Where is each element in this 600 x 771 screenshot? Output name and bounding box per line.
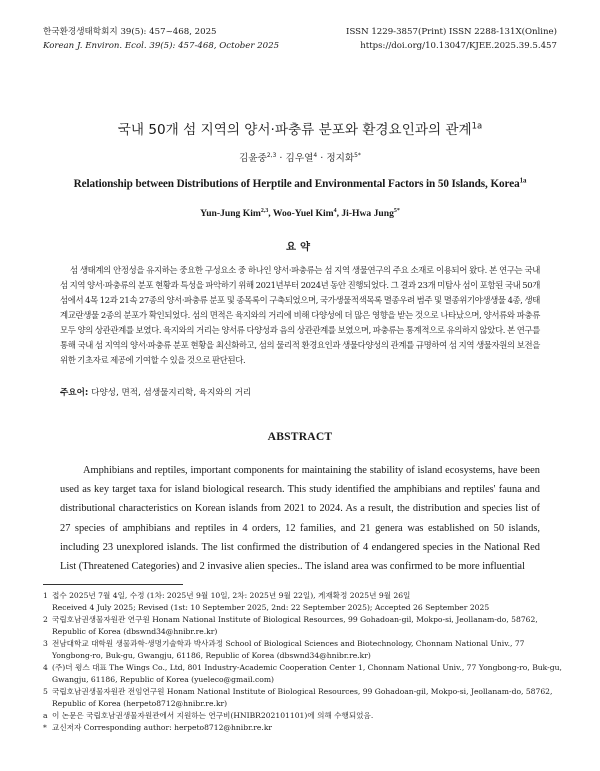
footnote-text: Received 4 July 2025; Revised (1st: 10 September 2025, 2nd: 22 September 2025); Accepted 26 September 2025 xyxy=(52,603,490,612)
english-title xyxy=(0,178,600,190)
author-separator: · xyxy=(279,153,283,164)
journal-citation-en: Korean J. Environ. Ecol. 39(5): 457-468, October 2025 xyxy=(43,41,280,51)
author-ko-3-affil: 5* xyxy=(354,151,361,159)
english-title-mark: 1a xyxy=(519,176,527,185)
korean-abstract-body: 섬 생태계의 안정성을 유지하는 중요한 구성요소 중 하나인 양서·파충류는 섬 지역 생물연구의 주요 소재로 이용되어 왔다. 본 연구는 국내 섬 지역 양서·파충류의 분포 현황과 특성을 파악하기 위해 2021년부터 2024년 동안 진행되었다. 그 결과 23개 미탐사 섬이 포함된 국내 50개 섬에서 4목 12과 21속 27종의 양서·파충류 분포 및 종목록이 구축되었으며, 국가생물적색목록 멸종우려 범주 및 멸종위기야생생물 4종, 생태계교란생물 2종의 분포가 확인되었다. 섬의 면적은 육지와의 거리에 비해 다양성에 더 많은 영향을 받는 것으로 나타났으며, 양서류와 파충류 모두 양의 상관관계를 보였다. 육지와의 거리는 양서류 다양성과 음의 상관관계를 보였으며, 파충류는 통계적으로 유의하지 않았다. 본 연구를 통해 국내 섬 지역의 양서·파충류 분포 현황을 최신화하고, 섬의 물리적 환경요인과 생물다양성의 관계를 규명하여 섬 지역 생물자원의 보전을 위한 기초자료 제공에 기여할 수 있을 것으로 판단된다. xyxy=(60,265,540,365)
footnote-text: 이 논문은 국립호남권생물자원관에서 지원하는 연구비(HNIBR202101101)에 의해 수행되었음. xyxy=(52,711,374,720)
english-abstract-heading: ABSTRACT xyxy=(267,430,333,443)
footnote-funding xyxy=(43,710,563,722)
issn-line: ISSN 1229-3857(Print) ISSN 2288-131X(Online) xyxy=(346,27,557,37)
journal-citation-ko: 한국환경생태학회지 39(5): 457~468, 2025 xyxy=(43,27,217,37)
korean-title-mark: 1a xyxy=(471,120,483,131)
footnote-mark: * xyxy=(43,723,47,732)
author-en-3-affil: 5* xyxy=(393,207,400,214)
korean-title xyxy=(0,118,600,138)
journal-citation xyxy=(43,25,279,53)
korean-keywords xyxy=(60,386,540,398)
footnote-mark: 5 xyxy=(43,687,48,696)
english-author-list: Yun-Jung Kim$^{2,3}$, Woo-Yuel Kim$^4$, Ji-Hwa Jung$^{5*}$ xyxy=(200,207,400,219)
footnote-mark: 2 xyxy=(43,615,48,624)
footnote-affiliation-4 xyxy=(43,662,563,686)
footnote-mark: 4 xyxy=(43,663,48,672)
footnote-mark: 1 xyxy=(43,591,48,600)
footnote-text: 접수 2025년 7월 4일, 수정 (1차: 2025년 9월 10일, 2차: 2025년 9월 22일), 게재확정 2025년 9월 26일 xyxy=(52,591,411,600)
footnote-rule xyxy=(43,584,183,585)
footnote-text: 전남대학교 대학원 생물과학·생명기술학과 박사과정 School of Biological Sciences and Biotechnology, Chonnam National Univ., 77 Yongbong-ro, Buk-gu, Gwangju, 61186, Republic of Korea (dbswnd34@hnibr.re.kr) xyxy=(52,639,525,660)
author-ko-2-affil: 4 xyxy=(313,151,318,159)
english-title-text: Relationship between Distributions of Herptile and Environmental Factors in 50 Islands, Korea xyxy=(73,178,520,190)
author-ko-2: 김우열 xyxy=(285,153,314,164)
footnote-mark xyxy=(43,602,52,614)
footnote-text: 국립호남권생물자원관 전임연구원 Honam National Institute of Biological Resources, 99 Gohadoan-gil, Mokpo-si, Jeollanam-do, 58762, Republic of Korea (herpeto8712@hnibr.re.kr) xyxy=(52,687,553,708)
author-ko-3: 정지화 xyxy=(326,153,355,164)
author-ko-1-affil: 2,3 xyxy=(266,151,277,159)
footnote-mark: a xyxy=(43,711,48,720)
footnote-text: 교신저자 Corresponding author: herpeto8712@hnibr.re.kr xyxy=(52,723,273,732)
footnote-text: 국립호남권생물자원관 연구원 Honam National Institute of Biological Resources, 99 Gohadoan-gil, Mokpo-si, Jeollanam-do, 58762, Republic of Korea (dbswnd34@hnibr.re.kr) xyxy=(52,615,538,636)
author-separator: · xyxy=(320,153,324,164)
footnote-received-ko xyxy=(43,590,563,602)
author-en-1: Yun-Jung Kim xyxy=(200,208,261,219)
author-en-3: Ji-Hwa Jung xyxy=(341,208,394,219)
author-en-1-affil: 2,3 xyxy=(260,207,269,214)
footnotes xyxy=(43,590,563,734)
footnote-affiliation-2 xyxy=(43,614,563,638)
keywords-list: 다양성, 면적, 섬생물지리학, 육지와의 거리 xyxy=(91,388,252,398)
footnote-corresponding xyxy=(43,722,563,734)
korean-title-text: 국내 50개 섬 지역의 양서·파충류 분포와 환경요인과의 관계 xyxy=(117,122,472,138)
korean-abstract-heading: 요약 xyxy=(285,241,315,253)
english-abstract-body: Amphibians and reptiles, important components for maintaining the stability of island ecosystems, have been used as key target taxa for island biological research. This study identified the amphibians and reptiles' fauna and distributional characteristics on Korean islands from 2021 to 2024. As a result, the distribution and species list of 27 species of amphibians and reptiles in 4 orders, 12 families, and 21 genera was established on 50 islands, including 23 unexplored islands. The list confirmed the distribution of 4 endangered species in the National Red List (Threatened Categories) and 2 invasive alien species.. The island area was confirmed to be more influential xyxy=(60,465,540,573)
doi-link[interactable]: https://doi.org/10.13047/KJEE.2025.39.5.457 xyxy=(360,41,557,51)
footnote-text: (주)더 윙스 대표 The Wings Co., Ltd, 801 Industry-Academic Cooperation Center 1, Chonnam National Univ., 77 Yongbong-ro, Buk-gu, Gwangju, 61186, Republic of Korea (yueleco@gmail.com) xyxy=(52,663,562,684)
author-en-2: Woo-Yuel Kim xyxy=(272,208,334,219)
author-ko-1: 김윤중 xyxy=(239,153,267,164)
footnote-affiliation-5 xyxy=(43,686,563,710)
author-en-2-affil: 4 xyxy=(333,207,337,214)
footnote-affiliation-3 xyxy=(43,638,563,662)
korean-author-list xyxy=(0,150,600,164)
footnote-received-en xyxy=(43,602,563,614)
footnote-mark: 3 xyxy=(43,639,48,648)
journal-identifiers xyxy=(346,25,557,53)
keywords-label: 주요어: xyxy=(60,388,89,398)
